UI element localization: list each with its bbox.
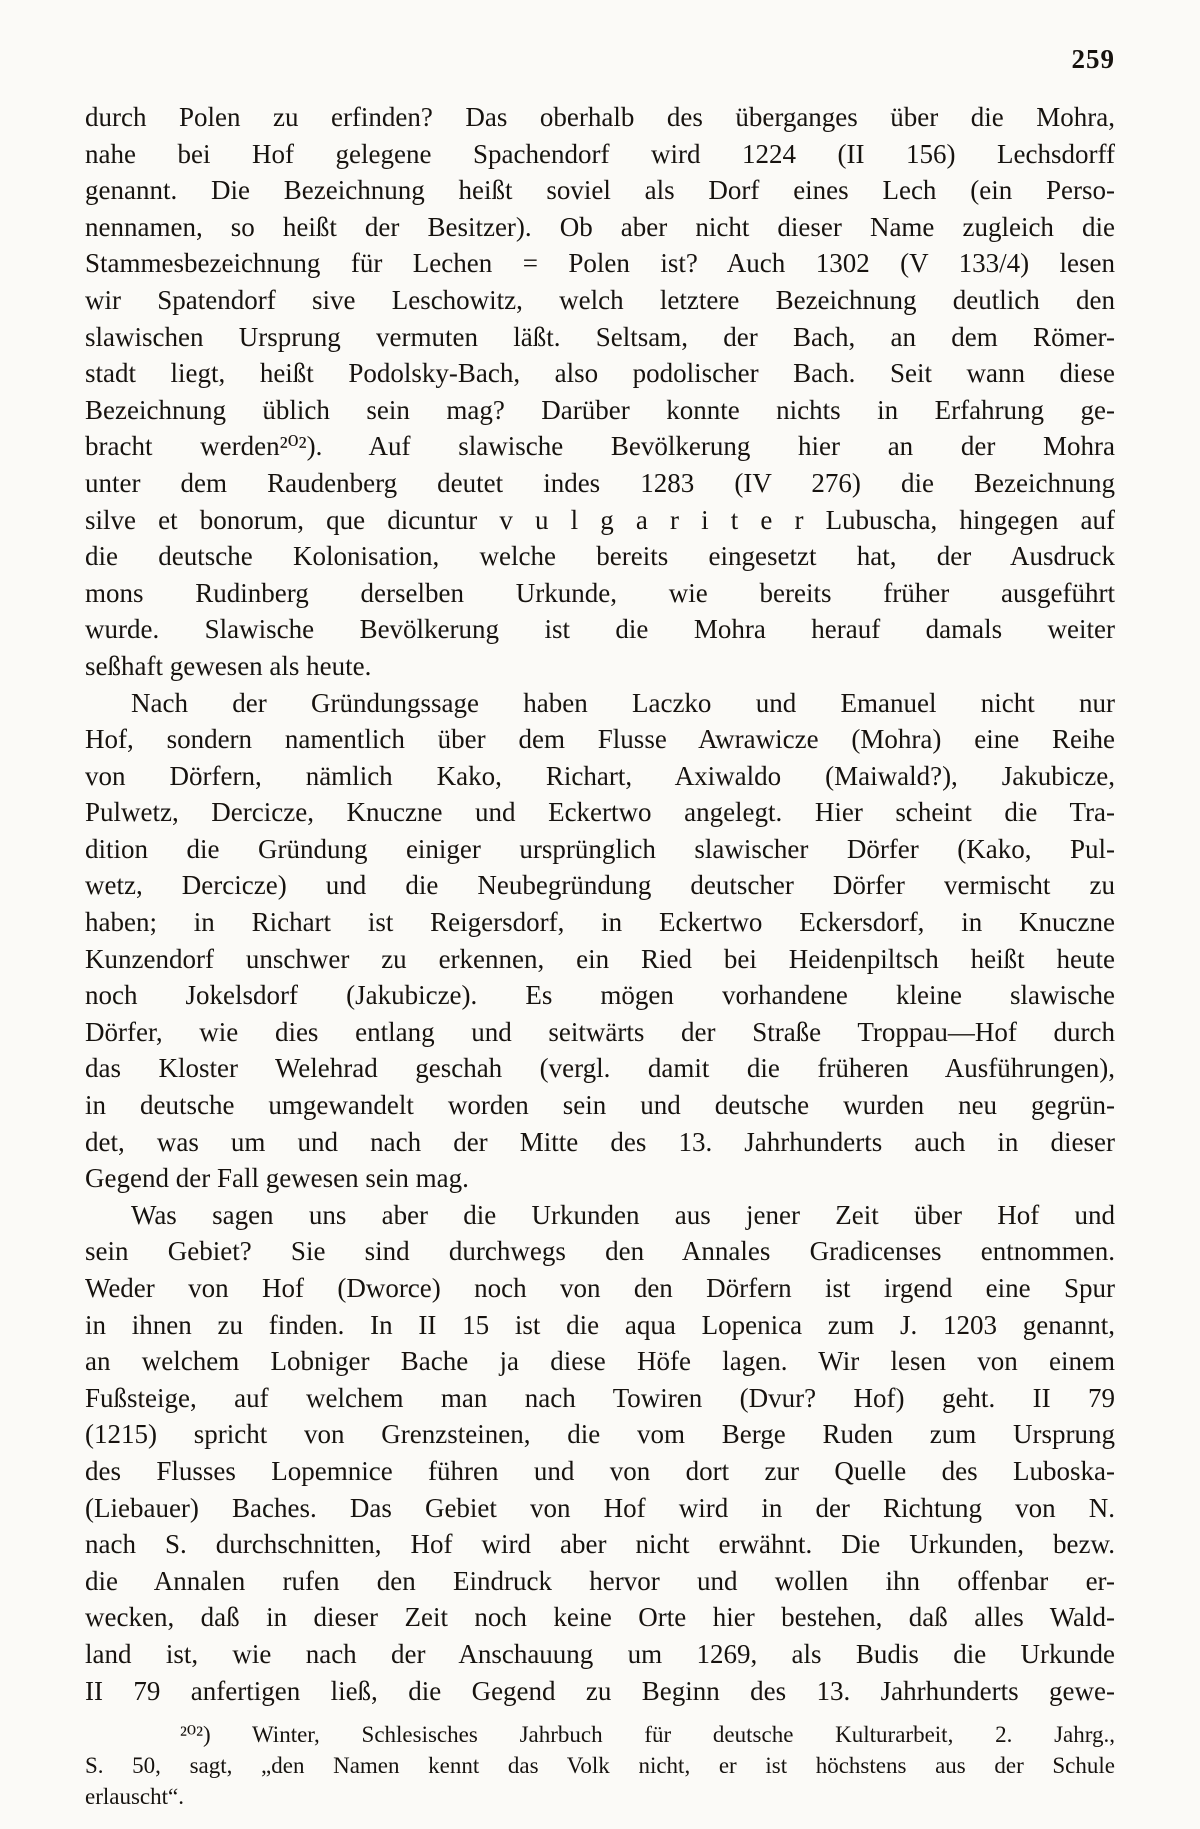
text-line: (Liebauer) Baches. Das Gebiet von Hof wird in der Richtung von N. bbox=[85, 1492, 1115, 1523]
text-line: S. 50, sagt, „den Namen kennt das Volk nicht, er ist höchstens aus der Schule bbox=[85, 1753, 1115, 1779]
paragraph bbox=[85, 685, 1115, 1197]
text-line: durch Polen zu erfinden? Das oberhalb des überganges über die Mohra, bbox=[85, 102, 1115, 132]
text-line: in deutsche umgewandelt worden sein und deutsche wurden neu gegrün- bbox=[85, 1090, 1115, 1121]
text-line: dition die Gründung einiger ursprünglich slawischer Dörfer (Kako, Pul- bbox=[85, 833, 1115, 864]
text-line: II 79 anfertigen ließ, die Gegend zu Beginn des 13. Jahrhunderts gewe- bbox=[85, 1675, 1115, 1706]
text-line: Hof, sondern namentlich über dem Flusse Awrawicze (Mohra) eine Reihe bbox=[85, 724, 1115, 755]
text-line: sein Gebiet? Sie sind durchwegs den Annales Gradicenses entnommen. bbox=[85, 1236, 1115, 1267]
text-line: (1215) spricht von Grenzsteinen, die vom Berge Ruden zum Ursprung bbox=[85, 1419, 1115, 1450]
text-line: wecken, daß in dieser Zeit noch keine Orte hier bestehen, daß alles Wald- bbox=[85, 1602, 1115, 1633]
text-line: land ist, wie nach der Anschauung um 1269, als Budis die Urkunde bbox=[85, 1638, 1115, 1669]
text-line: wurde. Slawische Bevölkerung ist die Mohra herauf damals weiter bbox=[85, 614, 1115, 645]
text-line: Nach der Gründungssage haben Laczko und Emanuel nicht nur bbox=[131, 687, 1115, 718]
text-line: Pulwetz, Dercicze, Knuczne und Eckertwo angelegt. Hier scheint die Tra- bbox=[85, 797, 1115, 828]
text-line: die deutsche Kolonisation, welche bereits eingesetzt hat, der Ausdruck bbox=[85, 541, 1115, 572]
text-line: von Dörfern, nämlich Kako, Richart, Axiwaldo (Maiwald?), Jakubicze, bbox=[85, 760, 1115, 791]
text-line: mons Rudinberg derselben Urkunde, wie bereits früher ausgeführt bbox=[85, 577, 1115, 608]
text-line: in ihnen zu finden. In II 15 ist die aqua Lopenica zum J. 1203 genannt, bbox=[85, 1309, 1115, 1340]
text-line: Fußsteige, auf welchem man nach Towiren (Dvur? Hof) geht. II 79 bbox=[85, 1382, 1115, 1413]
text-line: seßhaft gewesen als heute. bbox=[85, 650, 372, 681]
text-line: bracht werden²⁰²). Auf slawische Bevölkerung hier an der Mohra bbox=[85, 431, 1115, 462]
text-line: haben; in Richart ist Reigersdorf, in Eckertwo Eckersdorf, in Knuczne bbox=[85, 907, 1115, 938]
text-line: Bezeichnung üblich sein mag? Darüber konnte nichts in Erfahrung ge- bbox=[85, 394, 1115, 425]
text-line: genannt. Die Bezeichnung heißt soviel als Dorf eines Lech (ein Perso- bbox=[85, 175, 1115, 206]
text-line: an welchem Lobniger Bache ja diese Höfe lagen. Wir lesen von einem bbox=[85, 1346, 1115, 1377]
text-line: Stammesbezeichnung für Lechen = Polen ist? Auch 1302 (V 133/4) lesen bbox=[85, 248, 1115, 279]
text-line: die Annalen rufen den Eindruck hervor und wollen ihn offenbar er- bbox=[85, 1565, 1115, 1596]
text-line: Weder von Hof (Dworce) noch von den Dörfern ist irgend eine Spur bbox=[85, 1273, 1115, 1303]
text-line: erlauscht“. bbox=[85, 1784, 184, 1810]
text-line: slawischen Ursprung vermuten läßt. Seltsam, der Bach, an dem Römer- bbox=[85, 321, 1115, 352]
text-line: Dörfer, wie dies entlang und seitwärts der Straße Troppau—Hof durch bbox=[85, 1016, 1115, 1047]
text-line: unter dem Raudenberg deutet indes 1283 (IV 276) die Bezeichnung bbox=[85, 467, 1115, 498]
text-line: des Flusses Lopemnice führen und von dort zur Quelle des Luboska- bbox=[85, 1455, 1115, 1486]
footnote bbox=[85, 1719, 1115, 1812]
text-block bbox=[85, 99, 1115, 1709]
text-line: nahe bei Hof gelegene Spachendorf wird 1224 (II 156) Lechsdorff bbox=[85, 138, 1115, 169]
page-number: 259 bbox=[1071, 44, 1115, 74]
text-line: Was sagen uns aber die Urkunden aus jener Zeit über Hof und bbox=[131, 1199, 1115, 1230]
text-line: noch Jokelsdorf (Jakubicze). Es mögen vorhandene kleine slawische bbox=[85, 980, 1115, 1011]
text-line: das Kloster Welehrad geschah (vergl. damit die früheren Ausführungen), bbox=[85, 1053, 1115, 1084]
text-line: wetz, Dercicze) und die Neubegründung deutscher Dörfer vermischt zu bbox=[85, 870, 1115, 901]
text-line: Kunzendorf unschwer zu erkennen, ein Ried bei Heidenpiltsch heißt heute bbox=[85, 943, 1115, 974]
text-line: wir Spatendorf sive Leschowitz, welch letztere Bezeichnung deutlich den bbox=[85, 284, 1115, 315]
paragraph bbox=[85, 1197, 1115, 1709]
text-line: det, was um und nach der Mitte des 13. Jahrhunderts auch in dieser bbox=[85, 1126, 1115, 1157]
text-line: nennamen, so heißt der Besitzer). Ob aber nicht dieser Name zugleich die bbox=[85, 211, 1115, 242]
text-line: nach S. durchschnitten, Hof wird aber nicht erwähnt. Die Urkunden, bezw. bbox=[85, 1529, 1115, 1560]
paragraph bbox=[85, 99, 1115, 685]
text-line: Gegend der Fall gewesen sein mag. bbox=[85, 1163, 469, 1194]
text-line: stadt liegt, heißt Podolsky-Bach, also podolischer Bach. Seit wann diese bbox=[85, 358, 1115, 389]
text-line: ²⁰²) Winter, Schlesisches Jahrbuch für deutsche Kulturarbeit, 2. Jahrg., bbox=[180, 1722, 1115, 1748]
text-line: silve et bonorum, que dicuntur v u l g a r i t e r Lubuscha, hingegen auf bbox=[85, 504, 1115, 535]
